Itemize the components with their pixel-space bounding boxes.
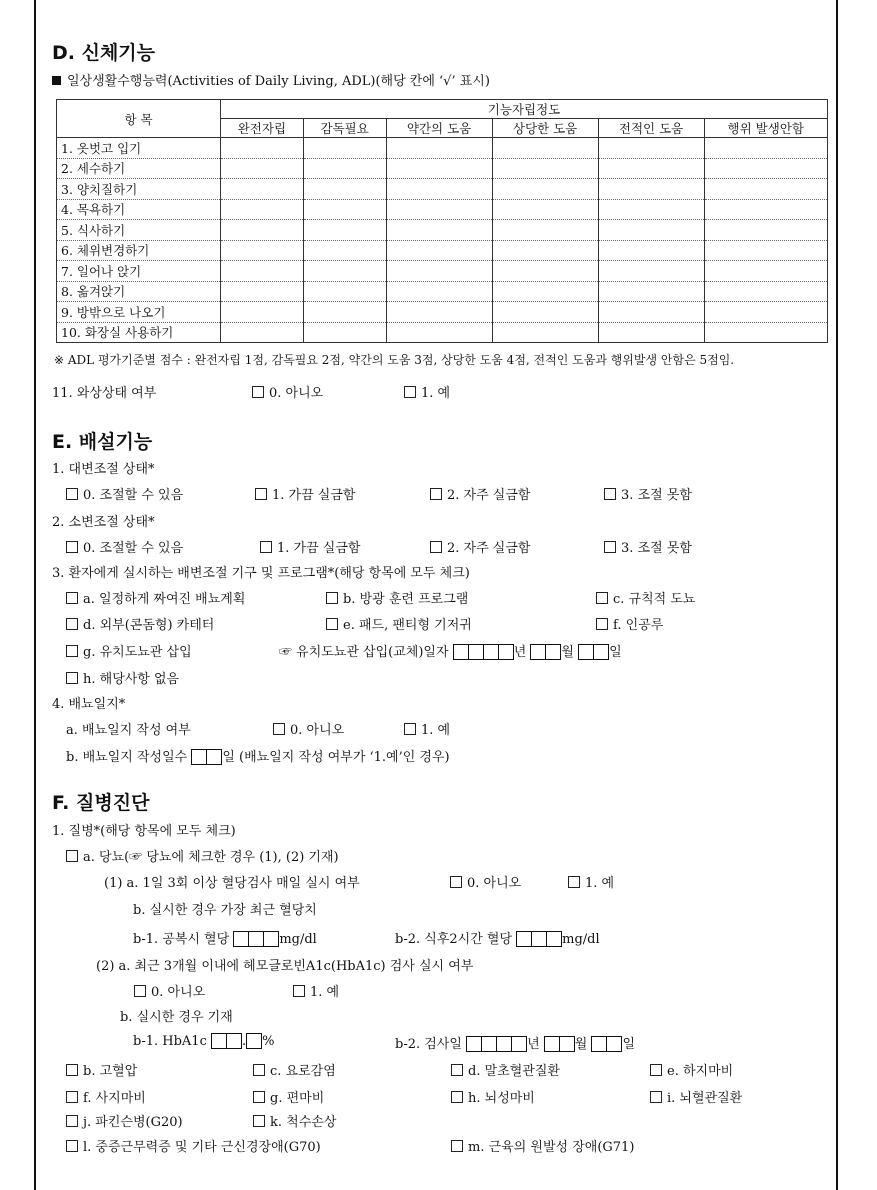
adl-col-header: 약간의 도움 <box>386 119 492 138</box>
adl-check-cell[interactable] <box>303 158 386 179</box>
adl-item-label: 4. 목욕하기 <box>57 199 221 220</box>
option-label: h. 뇌성마비 <box>468 1091 535 1106</box>
option-label: e. 하지마비 <box>667 1064 734 1079</box>
checkbox[interactable] <box>451 1091 463 1103</box>
e-q1-opt1[interactable] <box>255 484 355 503</box>
adl-check-cell[interactable] <box>221 179 304 200</box>
e-q2-label: 2. 소변조절 상태* <box>52 515 155 530</box>
section-f-title: F. 질병진단 <box>52 792 150 814</box>
adl-item-label: 10. 화장실 사용하기 <box>57 322 221 343</box>
option-label: i. 뇌혈관질환 <box>667 1091 743 1106</box>
adl-check-cell[interactable] <box>492 199 598 220</box>
adl-check-cell[interactable] <box>303 179 386 200</box>
e-q2-opt3[interactable] <box>604 537 692 556</box>
adl-check-cell[interactable] <box>492 281 598 302</box>
checkbox[interactable] <box>253 1091 265 1103</box>
adl-check-cell[interactable] <box>492 158 598 179</box>
option-label: m. 근육의 원발성 장애(G71) <box>468 1140 635 1155</box>
e-q4-b-row <box>66 746 450 765</box>
checkbox[interactable] <box>326 618 338 630</box>
option-label: l. 중증근무력증 및 기타 근신경장애(G70) <box>83 1140 321 1155</box>
adl-row <box>57 138 828 159</box>
option-label: a. 일정하게 짜여진 배뇨계획 <box>83 592 246 607</box>
postprandial-glucose-input[interactable] <box>516 931 562 947</box>
option-label: j. 파킨슨병(G20) <box>83 1115 183 1130</box>
q11-label: 11. 와상상태 여부 <box>52 386 157 401</box>
diary-days-input[interactable] <box>191 749 222 765</box>
month-unit: 월 <box>574 1037 588 1052</box>
option-label: 1. 가끔 실금함 <box>272 488 356 503</box>
section-d-title: D. 신체기능 <box>52 42 156 64</box>
option-label: 0. 조절할 수 있음 <box>83 488 184 503</box>
day-unit: 일 <box>622 1037 636 1052</box>
hba1c-int-input[interactable] <box>211 1033 242 1049</box>
adl-check-cell[interactable] <box>303 138 386 159</box>
e-q3-label: 3. 환자에게 실시하는 배변조절 기구 및 프로그램*(해당 항목에 모두 체크) <box>52 566 470 581</box>
adl-check-cell[interactable] <box>303 322 386 343</box>
checkbox[interactable] <box>568 876 580 888</box>
f-a2-label: (2) a. 최근 3개월 이내에 헤모글로빈A1c(HbA1c) 검사 실시 여부 <box>96 959 474 974</box>
checkbox[interactable] <box>326 592 338 604</box>
option-label: 3. 조절 못함 <box>621 541 692 556</box>
option-label: k. 척수손상 <box>270 1115 337 1130</box>
f-diabetes[interactable] <box>66 846 339 865</box>
option-label: 0. 아니오 <box>467 876 522 891</box>
checkbox[interactable] <box>66 618 78 630</box>
adl-col-header: 전적인 도움 <box>598 119 704 138</box>
checkbox[interactable] <box>451 1064 463 1076</box>
adl-check-cell[interactable] <box>303 261 386 282</box>
checkbox[interactable] <box>430 541 442 553</box>
e-q3-b[interactable] <box>326 588 468 607</box>
checkbox[interactable] <box>430 488 442 500</box>
unit-label: mg/dl <box>279 932 317 947</box>
disease-f[interactable] <box>66 1087 146 1106</box>
adl-row <box>57 281 828 302</box>
adl-check-cell[interactable] <box>598 322 704 343</box>
option-label: g. 유치도뇨관 삽입 <box>83 645 192 660</box>
e-q3-c[interactable] <box>596 588 695 607</box>
adl-check-cell[interactable] <box>386 220 492 241</box>
checkbox[interactable] <box>404 386 416 398</box>
catheter-month-input[interactable] <box>530 644 561 660</box>
day-unit: 일 <box>609 645 622 660</box>
adl-check-cell[interactable] <box>704 220 827 241</box>
e-q3-f[interactable] <box>596 614 663 633</box>
year-unit: 년 <box>527 1037 540 1052</box>
adl-check-cell[interactable] <box>492 220 598 241</box>
adl-check-cell[interactable] <box>386 322 492 343</box>
option-label: 1. 예 <box>310 985 340 1000</box>
hba1c-label: b-1. HbA1c <box>133 1034 207 1049</box>
checkbox[interactable] <box>66 541 78 553</box>
adl-check-cell[interactable] <box>221 158 304 179</box>
adl-heading-text: 일상생활수행능력(Activities of Daily Living, ADL)(해당 칸에 ‘√’ 표시) <box>67 74 490 89</box>
adl-check-cell[interactable] <box>492 138 598 159</box>
option-label: c. 요로감염 <box>270 1064 336 1079</box>
option-label: 1. 예 <box>421 386 451 401</box>
adl-check-cell[interactable] <box>704 302 827 323</box>
option-label: 0. 아니오 <box>151 985 206 1000</box>
adl-check-cell[interactable] <box>598 179 704 200</box>
option-label: 0. 조절할 수 있음 <box>83 541 184 556</box>
adl-note: ※ ADL 평가기준별 점수 : 완전자립 1점, 감독필요 2점, 약간의 도움 3점, 상당한 도움 4점, 전적인 도움과 행위발생 안함은 5점임. <box>54 353 735 367</box>
section-e-title: E. 배설기능 <box>52 431 153 453</box>
adl-check-cell[interactable] <box>386 179 492 200</box>
option-label: e. 패드, 팬티형 기저귀 <box>343 618 472 633</box>
e-q4-b-unit: 일 (배뇨일지 작성 여부가 ‘1.예’인 경우) <box>222 750 450 765</box>
option-label: d. 외부(콘돔형) 카테터 <box>83 618 215 633</box>
catheter-date-label: ☞ 유치도뇨관 삽입(교체)일자 <box>279 645 449 660</box>
e-q3-g[interactable] <box>66 641 192 660</box>
adl-check-cell[interactable] <box>303 199 386 220</box>
e-q3-e[interactable] <box>326 614 472 633</box>
adl-col-header: 행위 발생안함 <box>704 119 827 138</box>
adl-row <box>57 220 828 241</box>
adl-item-label: 7. 일어나 앉기 <box>57 261 221 282</box>
adl-check-cell[interactable] <box>221 302 304 323</box>
adl-item-header: 항 목 <box>57 100 221 138</box>
e-q4-a-opt0[interactable] <box>273 719 344 738</box>
adl-check-cell[interactable] <box>598 240 704 261</box>
adl-check-cell[interactable] <box>221 138 304 159</box>
checkbox[interactable] <box>451 1140 463 1152</box>
f-a2-b-label: b. 실시한 경우 기재 <box>120 1010 233 1025</box>
adl-check-cell[interactable] <box>221 240 304 261</box>
adl-item-label: 6. 체위변경하기 <box>57 240 221 261</box>
option-label: 2. 자주 실금함 <box>447 488 531 503</box>
adl-check-cell[interactable] <box>386 281 492 302</box>
adl-check-cell[interactable] <box>704 179 827 200</box>
adl-item-label: 3. 양치질하기 <box>57 179 221 200</box>
adl-check-cell[interactable] <box>598 261 704 282</box>
adl-check-cell[interactable] <box>704 281 827 302</box>
postprandial-glucose-row <box>395 928 600 947</box>
e-q3-d[interactable] <box>66 614 214 633</box>
checkbox[interactable] <box>273 723 285 735</box>
test-date-label: b-2. 검사일 <box>395 1037 462 1052</box>
adl-check-cell[interactable] <box>492 179 598 200</box>
e-q2-opt2[interactable] <box>430 537 530 556</box>
disease-b[interactable] <box>66 1060 137 1079</box>
disease-c[interactable] <box>253 1060 336 1079</box>
adl-check-cell[interactable] <box>492 322 598 343</box>
adl-check-cell[interactable] <box>386 261 492 282</box>
adl-item-label: 8. 옮겨앉기 <box>57 281 221 302</box>
e-q3-h[interactable] <box>66 668 179 687</box>
adl-check-cell[interactable] <box>492 261 598 282</box>
fasting-glucose-label: b-1. 공복시 혈당 <box>133 932 230 947</box>
e-q1-opt0[interactable] <box>66 484 183 503</box>
year-unit: 년 <box>513 645 527 660</box>
adl-row <box>57 322 828 343</box>
adl-check-cell[interactable] <box>598 302 704 323</box>
option-label: b. 고혈압 <box>83 1064 138 1079</box>
adl-col-header: 상당한 도움 <box>492 119 598 138</box>
e-q2-opt1[interactable] <box>260 537 360 556</box>
disease-i[interactable] <box>650 1087 742 1106</box>
adl-check-cell[interactable] <box>598 138 704 159</box>
adl-check-cell[interactable] <box>386 158 492 179</box>
checkbox[interactable] <box>66 592 78 604</box>
checkbox[interactable] <box>260 541 272 553</box>
adl-check-cell[interactable] <box>704 158 827 179</box>
fasting-glucose-row <box>133 928 317 947</box>
option-label: 1. 가끔 실금함 <box>277 541 361 556</box>
checkbox[interactable] <box>255 488 267 500</box>
checkbox[interactable] <box>596 618 608 630</box>
disease-e[interactable] <box>650 1060 733 1079</box>
e-q4-a-opt1[interactable] <box>404 719 450 738</box>
right-border <box>836 0 838 1190</box>
f-a1-b-label: b. 실시한 경우 가장 최근 혈당치 <box>133 903 317 918</box>
disease-d[interactable] <box>451 1060 560 1079</box>
test-year-input[interactable] <box>466 1036 527 1052</box>
e-q4-label: 4. 배뇨일지* <box>52 697 126 712</box>
option-label: d. 말초혈관질환 <box>468 1064 560 1079</box>
e-q1-opt2[interactable] <box>430 484 530 503</box>
adl-col-header: 완전자립 <box>221 119 304 138</box>
adl-item-label: 1. 옷벗고 입기 <box>57 138 221 159</box>
checkbox[interactable] <box>134 985 146 997</box>
catheter-date-row <box>279 641 622 660</box>
option-label: 0. 아니오 <box>269 386 324 401</box>
adl-check-cell[interactable] <box>492 240 598 261</box>
option-label: 2. 자주 실금함 <box>447 541 531 556</box>
e-q1-label: 1. 대변조절 상태* <box>52 462 155 477</box>
adl-check-cell[interactable] <box>386 199 492 220</box>
checkbox[interactable] <box>650 1064 662 1076</box>
adl-group-header: 기능자립정도 <box>221 100 828 119</box>
adl-table <box>56 99 828 343</box>
catheter-day-input[interactable] <box>578 644 609 660</box>
adl-check-cell[interactable] <box>492 302 598 323</box>
postprandial-glucose-label: b-2. 식후2시간 혈당 <box>395 932 513 947</box>
f-a1-label: (1) a. 1일 3회 이상 혈당검사 매일 실시 여부 <box>104 876 360 891</box>
checkbox[interactable] <box>66 672 78 684</box>
fasting-glucose-input[interactable] <box>233 931 279 947</box>
adl-check-cell[interactable] <box>704 240 827 261</box>
option-label: f. 인공루 <box>613 618 664 633</box>
checkbox[interactable] <box>253 1115 265 1127</box>
e-q4-a-label: a. 배뇨일지 작성 여부 <box>66 723 191 738</box>
unit-label: mg/dl <box>562 932 600 947</box>
e-q2-opt0[interactable] <box>66 537 183 556</box>
checkbox[interactable] <box>66 1140 78 1152</box>
disease-g[interactable] <box>253 1087 324 1106</box>
adl-check-cell[interactable] <box>704 138 827 159</box>
checkbox[interactable] <box>293 985 305 997</box>
decimal-point: . <box>242 1034 247 1049</box>
f-a2-opt1[interactable] <box>293 981 339 1000</box>
adl-col-header: 감독필요 <box>303 119 386 138</box>
q11-option-no[interactable] <box>252 382 323 401</box>
option-label: 1. 예 <box>585 876 615 891</box>
checkbox[interactable] <box>66 645 78 657</box>
adl-item-label: 5. 식사하기 <box>57 220 221 241</box>
adl-row <box>57 240 828 261</box>
checkbox[interactable] <box>66 1091 78 1103</box>
adl-check-cell[interactable] <box>303 281 386 302</box>
adl-check-cell[interactable] <box>221 281 304 302</box>
adl-check-cell[interactable] <box>221 199 304 220</box>
month-unit: 월 <box>561 645 574 660</box>
option-label: h. 해당사항 없음 <box>83 672 180 687</box>
adl-row <box>57 199 828 220</box>
e-q1-opt3[interactable] <box>604 484 692 503</box>
square-bullet-icon <box>52 76 61 85</box>
adl-check-cell[interactable] <box>303 302 386 323</box>
adl-check-cell[interactable] <box>704 322 827 343</box>
checkbox[interactable] <box>253 1064 265 1076</box>
adl-check-cell[interactable] <box>303 240 386 261</box>
disease-l[interactable] <box>66 1136 321 1155</box>
percent-unit: % <box>262 1034 275 1049</box>
checkbox[interactable] <box>596 592 608 604</box>
adl-row <box>57 302 828 323</box>
hba1c-dec-input[interactable] <box>246 1033 262 1049</box>
adl-check-cell[interactable] <box>386 240 492 261</box>
test-month-input[interactable] <box>544 1036 575 1052</box>
option-label: f. 사지마비 <box>83 1091 146 1106</box>
adl-row <box>57 158 828 179</box>
option-label: 1. 예 <box>421 723 451 738</box>
f-q1-label: 1. 질병*(해당 항목에 모두 체크) <box>52 824 236 839</box>
adl-check-cell[interactable] <box>303 220 386 241</box>
checkbox[interactable] <box>604 541 616 553</box>
disease-j[interactable] <box>66 1111 183 1130</box>
checkbox[interactable] <box>66 1115 78 1127</box>
checkbox[interactable] <box>66 850 78 862</box>
option-label: a. 당뇨(☞ 당뇨에 체크한 경우 (1), (2) 기재) <box>83 850 339 865</box>
checkbox[interactable] <box>404 723 416 735</box>
adl-item-label: 2. 세수하기 <box>57 158 221 179</box>
checkbox[interactable] <box>604 488 616 500</box>
checkbox[interactable] <box>66 488 78 500</box>
adl-item-label: 9. 방밖으로 나오기 <box>57 302 221 323</box>
disease-k[interactable] <box>253 1111 336 1130</box>
adl-check-cell[interactable] <box>386 138 492 159</box>
test-day-input[interactable] <box>591 1036 622 1052</box>
e-q3-a[interactable] <box>66 588 245 607</box>
adl-row <box>57 179 828 200</box>
f-a1-opt1[interactable] <box>568 872 614 891</box>
f-a1-opt0[interactable] <box>450 872 521 891</box>
catheter-year-input[interactable] <box>453 644 514 660</box>
adl-check-cell[interactable] <box>704 199 827 220</box>
adl-check-cell[interactable] <box>221 261 304 282</box>
adl-check-cell[interactable] <box>598 199 704 220</box>
hba1c-row <box>133 1033 275 1049</box>
adl-row <box>57 261 828 282</box>
option-label: c. 규칙적 도뇨 <box>613 592 696 607</box>
adl-check-cell[interactable] <box>704 261 827 282</box>
checkbox[interactable] <box>650 1091 662 1103</box>
test-date-row <box>395 1033 635 1052</box>
f-a2-opt0[interactable] <box>134 981 205 1000</box>
adl-heading <box>52 70 490 89</box>
checkbox[interactable] <box>66 1064 78 1076</box>
adl-check-cell[interactable] <box>221 220 304 241</box>
adl-check-cell[interactable] <box>598 281 704 302</box>
option-label: g. 편마비 <box>270 1091 325 1106</box>
e-q4-b-label: b. 배뇨일지 작성일수 <box>66 750 188 765</box>
checkbox[interactable] <box>252 386 264 398</box>
adl-check-cell[interactable] <box>598 158 704 179</box>
adl-check-cell[interactable] <box>598 220 704 241</box>
left-border <box>34 0 36 1190</box>
q11-option-yes[interactable] <box>404 382 450 401</box>
option-label: 0. 아니오 <box>290 723 345 738</box>
disease-h[interactable] <box>451 1087 535 1106</box>
option-label: b. 방광 훈련 프로그램 <box>343 592 469 607</box>
checkbox[interactable] <box>450 876 462 888</box>
adl-check-cell[interactable] <box>221 322 304 343</box>
adl-check-cell[interactable] <box>386 302 492 323</box>
option-label: 3. 조절 못함 <box>621 488 692 503</box>
disease-m[interactable] <box>451 1136 634 1155</box>
